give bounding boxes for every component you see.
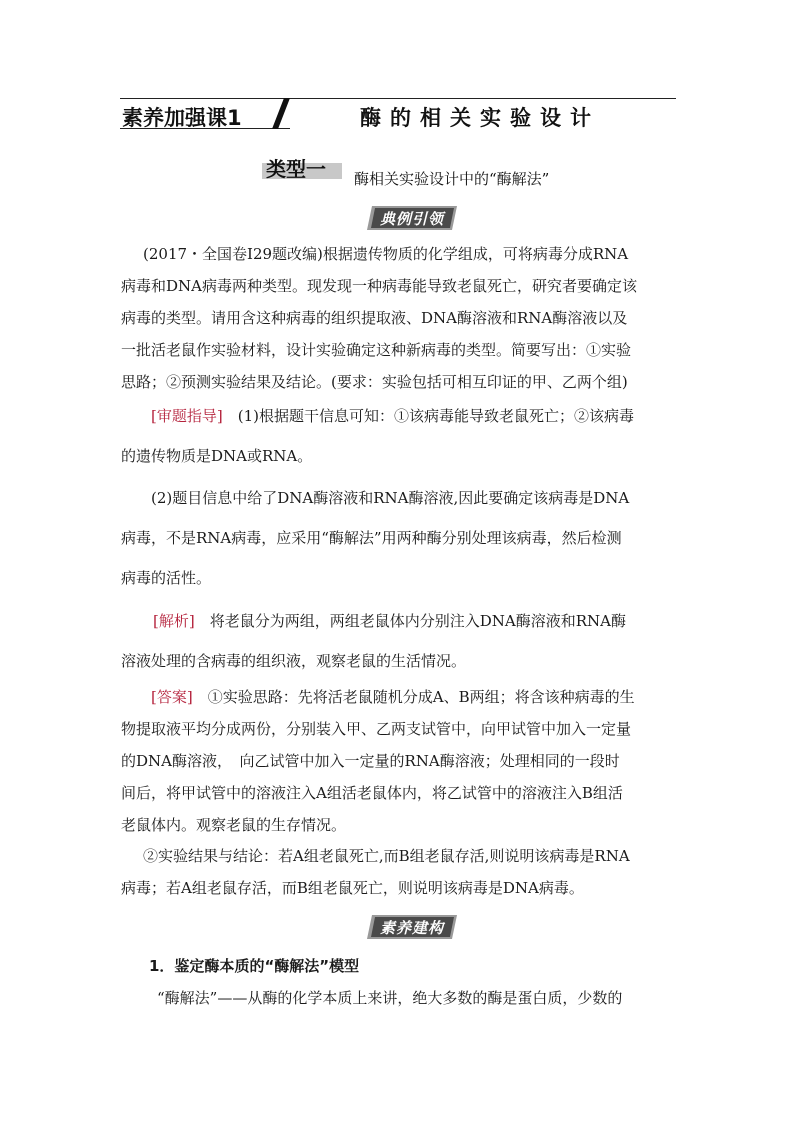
guide-line <box>121 400 676 432</box>
answer-text: ①实验思路：先将活老鼠随机分成A、B两组；将含该种病毒的生 <box>207 688 635 706</box>
page-header <box>120 98 676 130</box>
analysis-line <box>121 605 676 645</box>
guide-line: 的遗传物质是DNA或RNA。 <box>121 447 313 465</box>
answer-tag: [答案] <box>151 688 193 706</box>
type-badge <box>258 153 342 179</box>
analysis-line: 溶液处理的含病毒的组织液，观察老鼠的生活情况。 <box>121 652 467 670</box>
answer-line: 老鼠体内。观察老鼠的生存情况。 <box>121 816 347 834</box>
construct-section <box>121 950 676 1014</box>
question-line: 思路；②预测实验结果及结论。(要求：实验包括可相互印证的甲、乙两个组) <box>121 373 628 391</box>
guide-line: 病毒的活性。 <box>121 569 212 587</box>
course-label: 素养加强课1 <box>122 106 242 130</box>
answer-paragraph-1 <box>121 681 676 841</box>
guide-line: 病毒，不是RNA病毒，应采用“酶解法”用两种酶分别处理该病毒，然后检测 <box>121 529 622 547</box>
guide-paragraph-1 <box>121 400 676 472</box>
question-line: 一批活老鼠作实验材料，设计实验确定这种新病毒的类型。简要写出：①实验 <box>121 341 632 359</box>
question-line: 病毒和DNA病毒两种类型。现发现一种病毒能导致老鼠死亡，研究者要确定该 <box>121 277 637 295</box>
answer-line: 病毒；若A组老鼠存活，而B组老鼠死亡，则说明该病毒是DNA病毒。 <box>121 879 584 897</box>
guide-paragraph-2 <box>121 482 676 594</box>
construct-badge <box>366 914 458 940</box>
header-slash-icon <box>272 98 290 129</box>
example-badge <box>366 205 458 231</box>
guide-tag: [审题指导] <box>151 407 223 425</box>
section-title: 酶相关实验设计中的“酶解法” <box>354 170 550 188</box>
construct-line: “酶解法”——从酶的化学本质上来讲，绝大多数的酶是蛋白质，少数的 <box>157 989 623 1007</box>
guide-text: (1)根据题干信息可知：①该病毒能导致老鼠死亡；②该病毒 <box>237 407 634 425</box>
answer-line: ②实验结果与结论：若A组老鼠死亡,而B组老鼠存活,则说明该病毒是RNA <box>143 847 630 865</box>
answer-line <box>121 681 676 713</box>
construct-badge-label: 素养建构 <box>379 919 444 937</box>
answer-line: 间后，将甲试管中的溶液注入A组活老鼠体内，将乙试管中的溶液注入B组活 <box>121 784 623 802</box>
header-top-rule <box>120 98 676 99</box>
type-label: 类型一 <box>266 157 326 181</box>
analysis-text: 将老鼠分为两组，两组老鼠体内分别注入DNA酶溶液和RNA酶 <box>209 612 626 630</box>
guide-line: (2)题目信息中给了DNA酶溶液和RNA酶溶液,因此要确定该病毒是DNA <box>151 489 630 507</box>
answer-line: 的DNA酶溶液， 向乙试管中加入一定量的RNA酶溶液；处理相同的一段时 <box>121 752 620 770</box>
answer-line: 物提取液平均分成两份，分别装入甲、乙两支试管中，向甲试管中加入一定量 <box>121 720 632 738</box>
question-line: (2017・全国卷Ⅰ29题改编)根据遗传物质的化学组成，可将病毒分成RNA <box>143 245 629 263</box>
analysis-paragraph <box>121 605 676 677</box>
question-paragraph <box>121 238 676 398</box>
answer-paragraph-2 <box>121 840 676 904</box>
page-title: 酶的相关实验设计 <box>360 106 600 130</box>
analysis-tag: [解析] <box>153 612 195 630</box>
question-line: 病毒的类型。请用含这种病毒的组织提取液、DNA酶溶液和RNA酶溶液以及 <box>121 309 628 327</box>
construct-heading: 1．鉴定酶本质的“酶解法”模型 <box>149 957 360 975</box>
example-badge-label: 典例引领 <box>379 210 444 228</box>
